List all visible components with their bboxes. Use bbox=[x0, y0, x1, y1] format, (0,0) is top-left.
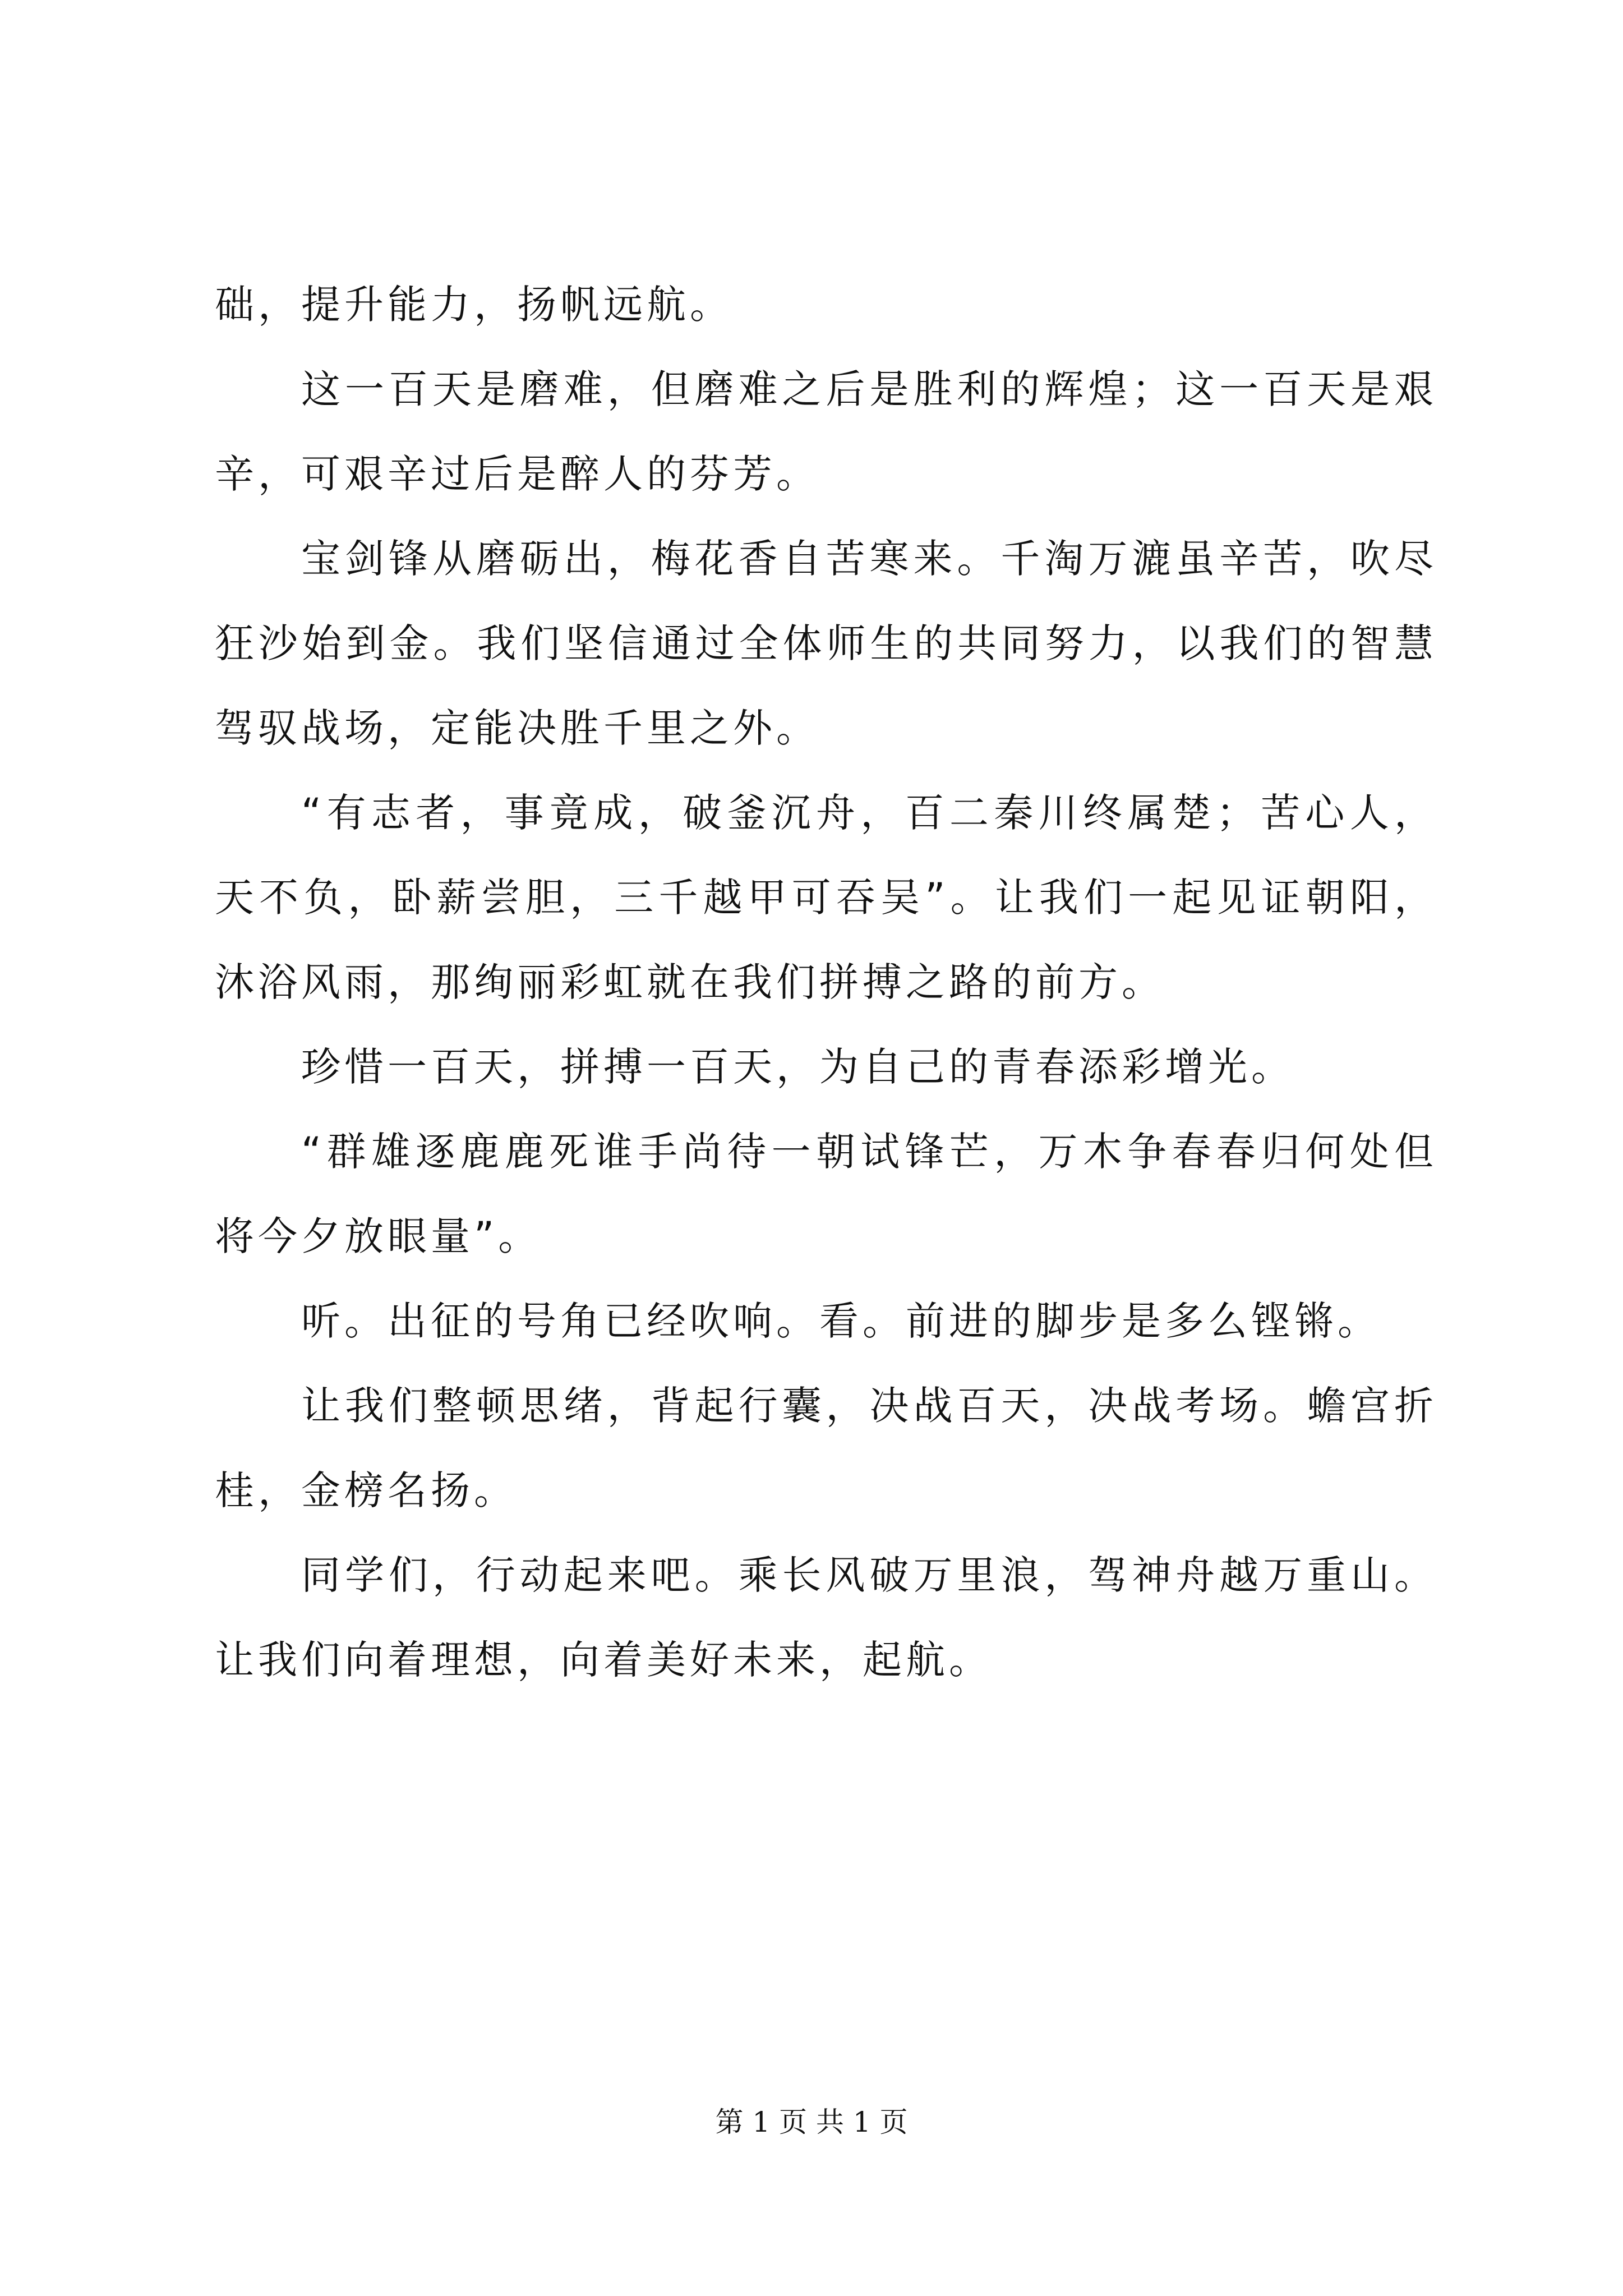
paragraph: 听。出征的号角已经吹响。看。前进的脚步是多么铿锵。 bbox=[301, 1298, 1381, 1344]
paragraph: 让我们整顿思绪，背起行囊，决战百天，决战考场。蟾宫折桂，金榜名扬。 bbox=[215, 1383, 1437, 1513]
paragraph: 这一百天是磨难，但磨难之后是胜利的辉煌；这一百天是艰辛，可艰辛过后是醉人的芬芳。 bbox=[215, 366, 1437, 497]
document-body bbox=[215, 263, 1437, 1703]
paragraph: 宝剑锋从磨砺出，梅花香自苦寒来。千淘万漉虽辛苦，吹尽狂沙始到金。我们坚信通过全体师生的共同努力，以我们的智慧驾驭战场，定能决胜千里之外。 bbox=[215, 536, 1437, 751]
paragraph: “有志者，事竟成，破釜沉舟，百二秦川终属楚；苦心人，天不负，卧薪尝胆，三千越甲可吞吴”。让我们一起见证朝阳，沐浴风雨，那绚丽彩虹就在我们拼搏之路的前方。 bbox=[215, 790, 1437, 1005]
paragraph: 珍惜一百天，拼搏一百天，为自己的青春添彩增光。 bbox=[301, 1044, 1294, 1090]
page-number-label: 第 1 页 共 1 页 bbox=[715, 2106, 908, 2138]
page-footer bbox=[0, 2102, 1623, 2142]
paragraph: “群雄逐鹿鹿死谁手尚待一朝试锋芒，万木争春春归何处但将今夕放眼量”。 bbox=[215, 1129, 1437, 1259]
paragraph-continuation: 础，提升能力，扬帆远航。 bbox=[215, 282, 733, 328]
paragraph: 同学们，行动起来吧。乘长风破万里浪，驾神舟越万重山。让我们向着理想，向着美好未来，起航。 bbox=[215, 1552, 1437, 1683]
